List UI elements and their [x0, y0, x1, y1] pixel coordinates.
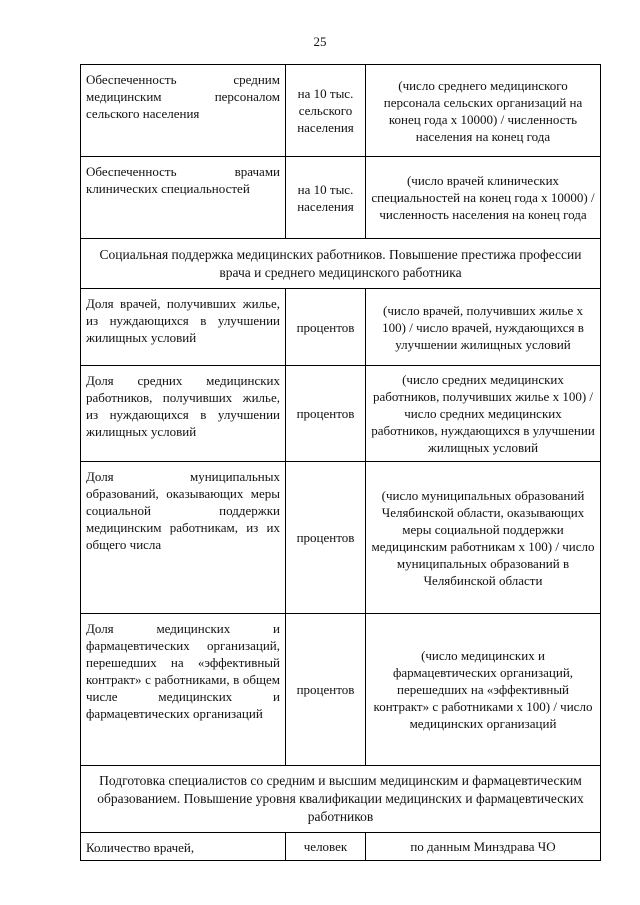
indicator-formula: (число врачей клинических специальностей на конец года х 10000) / численность населения на конец года	[366, 157, 601, 239]
table-row	[81, 462, 601, 614]
page-number: 25	[313, 34, 327, 49]
indicators-table	[80, 64, 601, 861]
indicator-formula: по данным Минздрава ЧО	[366, 833, 601, 861]
section-heading: Социальная поддержка медицинских работников. Повышение престижа профессии врача и среднего медицинского работника	[81, 239, 601, 289]
section-row	[81, 239, 601, 289]
section-row	[81, 766, 601, 833]
indicator-unit: на 10 тыс. сельского населения	[286, 65, 366, 157]
indicator-name: Обеспеченность врачами клинических специальностей	[81, 157, 286, 239]
table-row	[81, 614, 601, 766]
indicator-unit: процентов	[286, 614, 366, 766]
indicator-formula: (число средних медицинских работников, получивших жилье х 100) / число средних медицинских работников, нуждающихся в улучшении жилищных условий	[366, 366, 601, 462]
indicator-formula: (число среднего медицинского персонала сельских организаций на конец года х 10000) / численность населения на конец года	[366, 65, 601, 157]
indicator-unit: человек	[286, 833, 366, 861]
table-row	[81, 157, 601, 239]
indicator-name: Доля средних медицинских работников, получивших жилье, из нуждающихся в улучшении жилищных условий	[81, 366, 286, 462]
indicator-formula: (число медицинских и фармацевтических организаций, перешедших на «эффективный контракт» с работниками х 100) / число медицинских организаций	[366, 614, 601, 766]
indicator-formula: (число врачей, получивших жилье х 100) / число врачей, нуждающихся в улучшении жилищных условий	[366, 289, 601, 366]
indicator-unit: процентов	[286, 289, 366, 366]
indicator-unit: процентов	[286, 366, 366, 462]
table-row	[81, 289, 601, 366]
table-row	[81, 65, 601, 157]
table-row	[81, 366, 601, 462]
indicator-name: Количество врачей,	[81, 833, 286, 861]
indicator-formula: (число муниципальных образований Челябинской области, оказывающих меры социальной поддержки медицинским работникам х 100) / число муниципальных образований в Челябинской области	[366, 462, 601, 614]
indicator-name: Обеспеченность средним медицинским персоналом сельского населения	[81, 65, 286, 157]
table-row	[81, 833, 601, 861]
indicator-unit: на 10 тыс. населения	[286, 157, 366, 239]
indicator-name: Доля медицинских и фармацевтических организаций, перешедших на «эффективный контракт» с работниками, в общем числе медицинских и фармацевтических организаций	[81, 614, 286, 766]
section-heading: Подготовка специалистов со средним и высшим медицинским и фармацевтическим образованием. Повышение уровня квалификации медицинских и фармацевтических работников	[81, 766, 601, 833]
indicator-name: Доля врачей, получивших жилье, из нуждающихся в улучшении жилищных условий	[81, 289, 286, 366]
indicator-name: Доля муниципальных образований, оказывающих меры социальной поддержки медицинским работникам, из их общего числа	[81, 462, 286, 614]
indicator-unit: процентов	[286, 462, 366, 614]
